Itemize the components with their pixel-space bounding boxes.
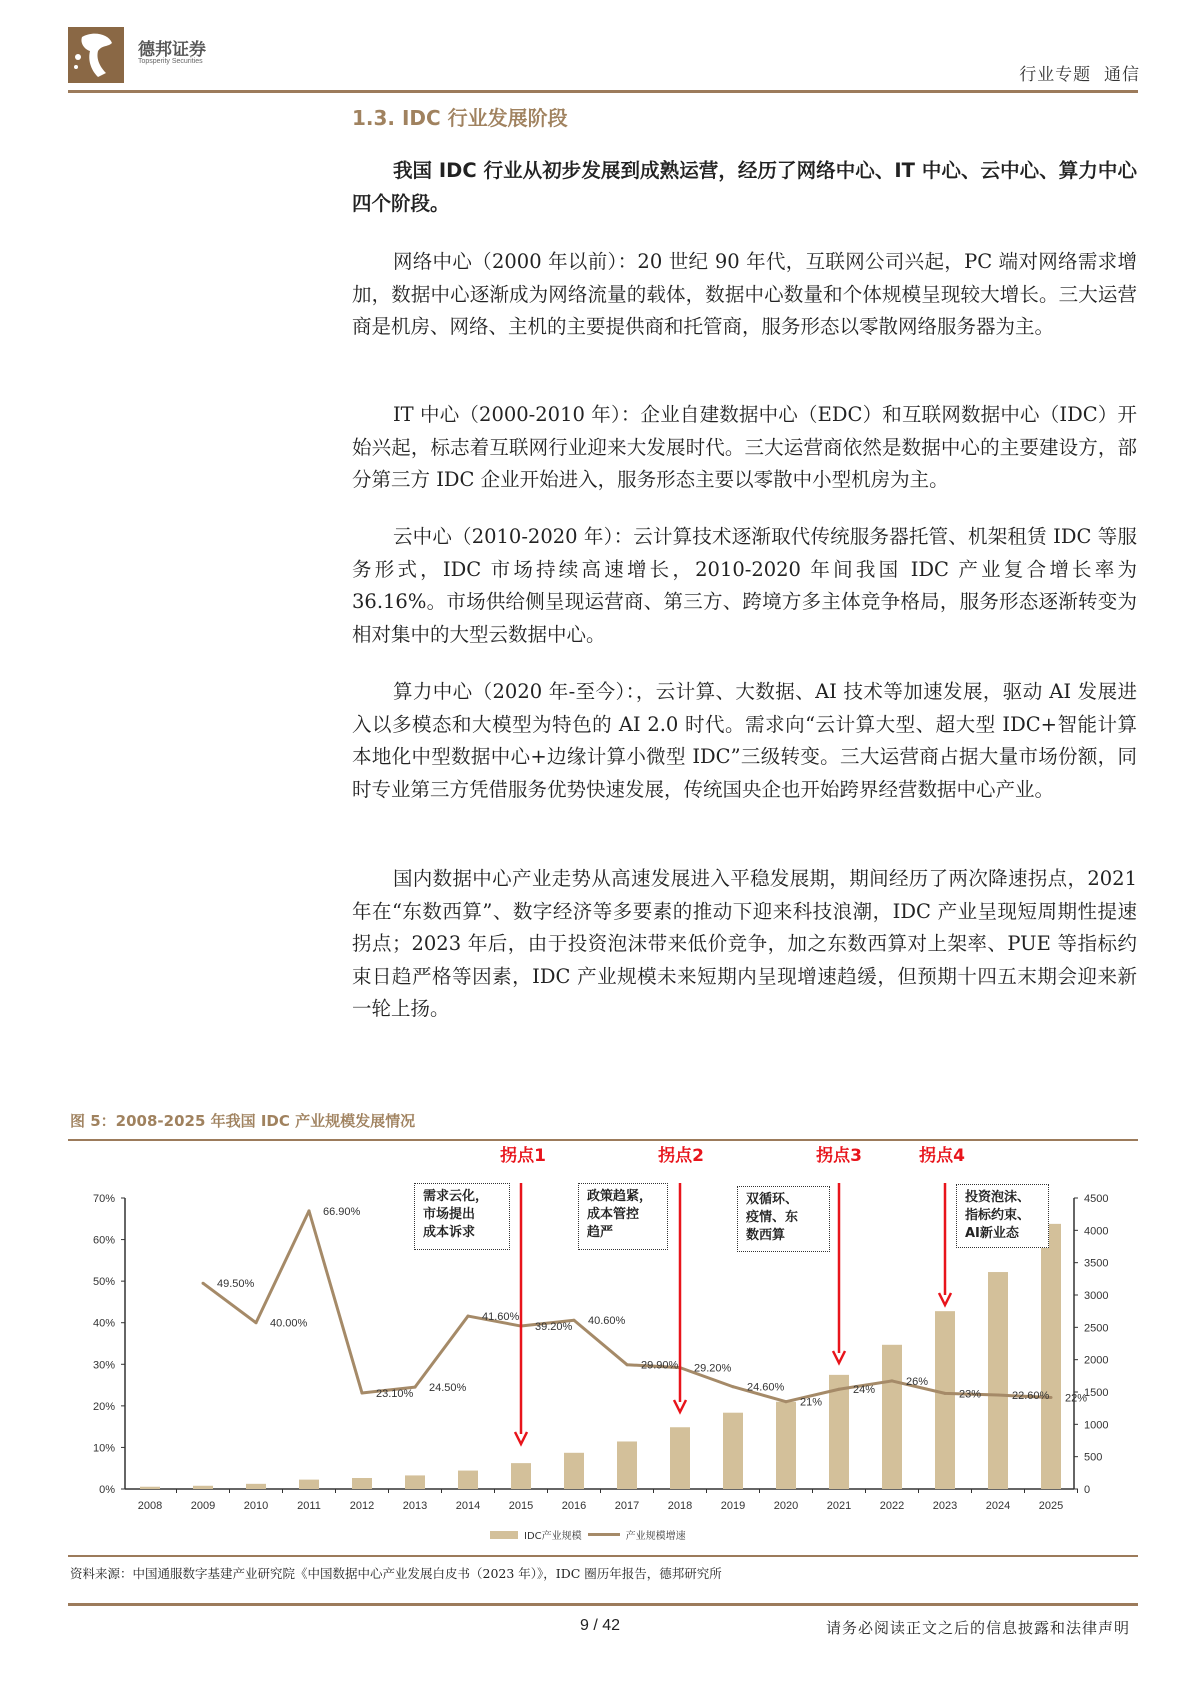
line-point-2012	[361, 1391, 364, 1394]
line-point-2014	[467, 1315, 470, 1318]
line-point-2021	[838, 1388, 841, 1391]
annotation-box-3	[737, 1186, 830, 1252]
line-point-2023	[944, 1392, 947, 1395]
annotation-line: 数西算	[746, 1228, 786, 1243]
x-tick-label: 2010	[243, 1500, 269, 1512]
bar-2017	[617, 1441, 637, 1489]
x-tick-label: 2009	[190, 1500, 216, 1512]
x-tick-label: 2012	[349, 1500, 375, 1512]
bar-2022	[882, 1345, 902, 1489]
legend-line-label: 产业规模增速	[625, 1531, 686, 1542]
line-data-label: 22.60%	[1012, 1390, 1050, 1403]
page-number: 9 / 42	[580, 1617, 621, 1634]
bar-2019	[723, 1413, 743, 1489]
x-tick-label: 2021	[826, 1500, 852, 1512]
line-point-2016	[573, 1319, 576, 1322]
legend-bar-swatch	[490, 1531, 518, 1539]
line-point-2022	[891, 1379, 894, 1382]
left-tick-label: 60%	[92, 1234, 115, 1247]
x-tick-label: 2022	[879, 1500, 905, 1512]
line-data-label: 24.50%	[429, 1382, 467, 1395]
x-tick-label: 2011	[297, 1500, 321, 1512]
line-point-2019	[732, 1385, 735, 1388]
turning-point-label-2: 拐点2	[658, 1146, 704, 1166]
right-tick-label: 500	[1084, 1451, 1103, 1464]
x-tick-label: 2013	[402, 1500, 428, 1512]
line-point-2013	[414, 1386, 417, 1389]
x-tick-label: 2020	[773, 1500, 799, 1512]
turning-point-label-3: 拐点3	[816, 1146, 862, 1166]
figure-bottom-rule	[68, 1555, 1138, 1557]
right-tick-label: 3500	[1084, 1257, 1109, 1270]
x-tick-label: 2023	[932, 1500, 958, 1512]
bar-2020	[776, 1402, 796, 1489]
footer-disclaimer: 请务必阅读正文之后的信息披露和法律声明	[825, 1619, 1130, 1637]
line-data-label: 40.60%	[588, 1315, 626, 1328]
right-tick-label: 3000	[1084, 1290, 1109, 1302]
footer-divider	[68, 1603, 1138, 1606]
line-point-2024	[997, 1394, 1000, 1397]
figure-source: 资料来源：中国通服数字基建产业研究院《中国数据中心产业发展白皮书（2023 年）》，IDC 圈历年报告，德邦研究所	[70, 1566, 722, 1581]
right-tick-label: 1500	[1084, 1387, 1109, 1399]
bar-2024	[988, 1272, 1008, 1489]
line-point-2009	[202, 1282, 205, 1285]
legend-line-swatch	[588, 1533, 620, 1536]
lead-paragraph: 我国 IDC 行业从初步发展到成熟运营，经历了网络中心、IT 中心、云中心、算力中心四个阶段。	[352, 159, 1137, 215]
bar-2018	[670, 1427, 690, 1489]
paragraph-it-center: IT 中心（2000-2010 年）：企业自建数据中心（EDC）和互联网数据中心（IDC）开始兴起，标志着互联网行业迎来大发展时代。三大运营商依然是数据中心的主要建设方，部分第三方 IDC 企业开始进入，服务形态主要以零散中小型机房为主。	[352, 403, 1137, 491]
annotation-line: 需求云化，	[423, 1189, 489, 1204]
x-tick-label: 2016	[561, 1500, 587, 1512]
logo-cn: 德邦证券	[138, 40, 206, 60]
x-tick-label: 2015	[508, 1500, 534, 1512]
annotation-line: 市场提出	[423, 1207, 476, 1222]
line-data-label: 24.60%	[747, 1381, 785, 1394]
line-data-label: 40.00%	[270, 1317, 308, 1330]
line-data-label: 24%	[853, 1384, 876, 1397]
annotation-line: 投资泡沫、	[965, 1190, 1031, 1205]
right-tick-label: 4500	[1084, 1193, 1109, 1205]
annotation-box-4	[956, 1184, 1049, 1248]
turning-point-label-4: 拐点4	[919, 1146, 965, 1166]
legend-bar-label: IDC产业规模	[524, 1531, 582, 1542]
line-point-2025	[1050, 1396, 1053, 1399]
line-point-2020	[785, 1400, 788, 1403]
line-point-2010	[255, 1321, 258, 1324]
left-tick-label: 50%	[92, 1276, 115, 1289]
paragraph-compute-center: 算力中心（2020 年-至今）：，云计算、大数据、AI 技术等加速发展，驱动 AI 发展进入以多模态和大模型为特色的 AI 2.0 时代。需求向“云计算大型、超大型 IDC+智能计算本地化中型数据中心+边缘计算小微型 IDC”三级转变。三大运营商占据大量市场份额，同时专业第三方凭借服务优势快速发展，传统国央企也开始跨界经营数据中心产业。	[352, 680, 1137, 801]
annotation-box-1	[414, 1183, 510, 1250]
x-tick-label: 2025	[1038, 1500, 1064, 1512]
line-data-label: 22%	[1065, 1392, 1088, 1405]
annotation-line: 指标约束、	[965, 1208, 1031, 1223]
annotation-line: AI新业态	[965, 1226, 1019, 1241]
x-tick-label: 2008	[137, 1500, 163, 1512]
section-title: 1.3. IDC 行业发展阶段	[352, 106, 568, 130]
left-tick-label: 20%	[92, 1400, 115, 1413]
right-tick-label: 4000	[1084, 1225, 1109, 1238]
paragraph-cloud-center: 云中心（2010-2020 年）：云计算技术逐渐取代传统服务器托管、机架租赁 IDC 等服务形式，IDC 市场持续高速增长，2010-2020 年间我国 IDC 产业复合增长率为 36.16%。市场供给侧呈现运营商、第三方、跨境方多主体竞争格局，服务形态逐渐转变为相对集中的大型云数据中心。	[352, 525, 1137, 646]
bar-2010	[246, 1484, 266, 1489]
line-point-2017	[626, 1363, 629, 1366]
bar-2008	[140, 1487, 160, 1489]
left-tick-label: 40%	[92, 1317, 115, 1330]
line-point-2011	[308, 1209, 311, 1212]
left-tick-label: 10%	[92, 1442, 115, 1455]
line-data-label: 66.90%	[323, 1205, 361, 1218]
left-tick-label: 30%	[92, 1359, 115, 1372]
figure-title: 图 5：2008-2025 年我国 IDC 产业规模发展情况	[70, 1112, 416, 1130]
right-tick-label: 2000	[1084, 1354, 1109, 1367]
left-tick-label: 0%	[99, 1484, 115, 1496]
line-data-label: 29.20%	[694, 1362, 732, 1375]
x-tick-label: 2018	[667, 1500, 693, 1512]
line-data-label: 23.10%	[376, 1387, 414, 1400]
right-tick-label: 1000	[1084, 1419, 1109, 1432]
left-tick-label: 70%	[92, 1193, 115, 1205]
logo-en: Topsperity Securities	[138, 58, 203, 65]
x-tick-label: 2019	[720, 1500, 746, 1512]
line-data-label: 49.50%	[217, 1278, 255, 1291]
annotation-line: 政策趋紧，	[587, 1189, 653, 1204]
line-data-label: 41.60%	[482, 1311, 520, 1324]
annotation-line: 成本诉求	[423, 1225, 476, 1240]
bar-2013	[405, 1475, 425, 1489]
line-data-label: 21%	[800, 1396, 823, 1409]
bar-2015	[511, 1463, 531, 1489]
annotation-line: 双循环、	[746, 1192, 799, 1207]
bar-2025	[1041, 1224, 1061, 1489]
bar-2016	[564, 1453, 584, 1489]
annotation-line: 疫情、东	[746, 1210, 799, 1225]
turning-point-label-1: 拐点1	[500, 1146, 546, 1166]
bar-2009	[193, 1486, 213, 1489]
x-tick-label: 2024	[985, 1500, 1011, 1512]
chart-legend	[490, 1527, 686, 1542]
line-data-label: 26%	[906, 1375, 929, 1388]
paragraph-network-center: 网络中心（2000 年以前）：20 世纪 90 年代，互联网公司兴起，PC 端对网络需求增加，数据中心逐渐成为网络流量的载体，数据中心数量和个体规模呈现较大增长。三大运营商是机房、网络、主机的主要提供商和托管商，服务形态以零散网络服务器为主。	[352, 250, 1137, 338]
right-tick-label: 2500	[1084, 1322, 1109, 1335]
report-category: 行业专题 通信	[1019, 65, 1140, 85]
bar-2023	[935, 1311, 955, 1489]
bar-2012	[352, 1478, 372, 1489]
x-tick-label: 2014	[455, 1500, 481, 1512]
line-data-label: 23%	[959, 1388, 982, 1401]
bar-2011	[299, 1480, 319, 1489]
line-data-label: 39.20%	[535, 1321, 573, 1334]
annotation-box-2	[578, 1183, 668, 1250]
right-tick-label: 0	[1084, 1484, 1091, 1496]
x-tick-label: 2017	[614, 1500, 640, 1512]
annotation-line: 趋严	[587, 1225, 614, 1240]
line-data-label: 29.90%	[641, 1359, 679, 1372]
paragraph-trend: 国内数据中心产业走势从高速发展进入平稳发展期，期间经历了两次降速拐点，2021 年在“东数西算”、数字经济等多要素的推动下迎来科技浪潮，IDC 产业呈现短周期性提速拐点；2023 年后，由于投资泡沫带来低价竞争，加之东数西算对上架率、PUE 等指标约束日趋严格等因素，IDC 产业规模未来短期内呈现增速趋缓，但预期十四五末期会迎来新一轮上扬。	[352, 867, 1137, 1020]
annotation-line: 成本管控	[587, 1207, 640, 1222]
bar-2014	[458, 1471, 478, 1489]
